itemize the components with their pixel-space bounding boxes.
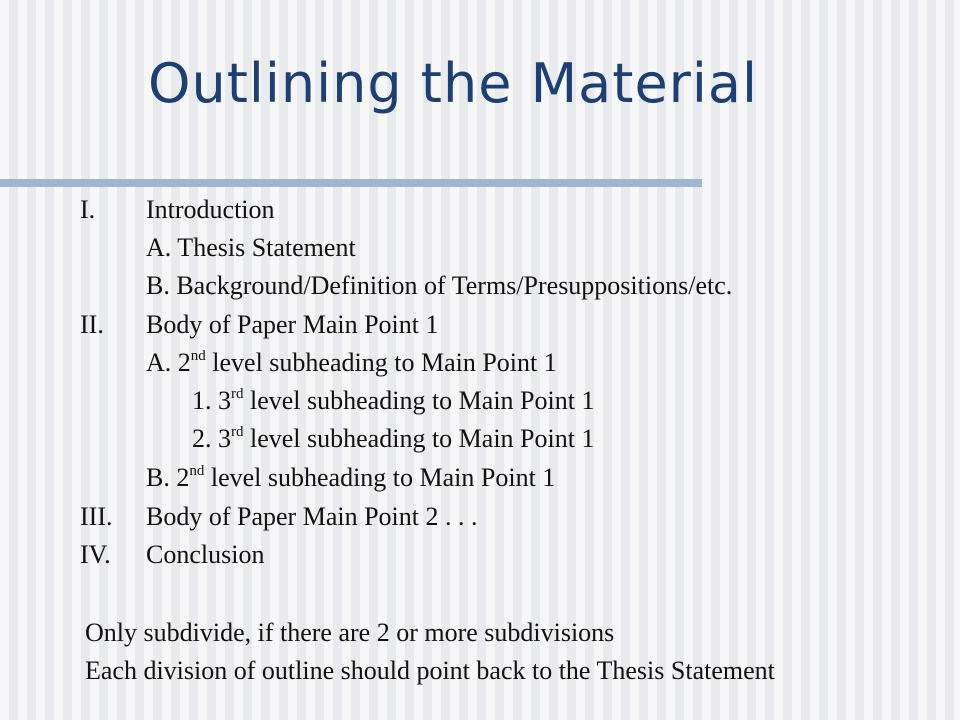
note-subdivide: Only subdivide, if there are 2 or more subdivisions [85,618,615,647]
outline-text: A. Thesis Statement [146,233,356,262]
outline-number: I. [80,195,96,224]
outline-text-part: 1. 3 [192,386,231,415]
ordinal-suffix: rd [231,424,244,440]
outline-text-part: level subheading to Main Point 1 [243,424,595,453]
outline-number: II. [80,310,104,339]
outline-number: III. [80,502,113,531]
outline-text [146,463,555,493]
slide-title: Outlining the Material [148,52,758,115]
outline-text-part: A. 2 [146,348,191,377]
ordinal-suffix: nd [189,463,205,479]
outline-text-part: level subheading to Main Point 1 [243,386,595,415]
outline-number: IV. [80,540,111,569]
outline-text: Body of Paper Main Point 1 [146,310,439,339]
note-thesis: Each division of outline should point back to the Thesis Statement [85,656,775,685]
outline-text [192,386,594,416]
outline-text [192,424,594,454]
outline-text-part: level subheading to Main Point 1 [205,348,557,377]
outline-text: Conclusion [146,540,265,569]
ordinal-suffix: nd [190,348,206,364]
outline-text: Introduction [146,195,275,224]
outline-text-part: B. 2 [146,463,190,492]
outline-text-part: 2. 3 [192,424,231,453]
outline-text: B. Background/Definition of Terms/Presuppositions/etc. [146,271,733,300]
outline-text-part: level subheading to Main Point 1 [204,463,556,492]
title-divider [0,179,702,187]
outline-text: Body of Paper Main Point 2 . . . [146,502,478,531]
outline-text [146,348,557,378]
ordinal-suffix: rd [231,386,244,402]
